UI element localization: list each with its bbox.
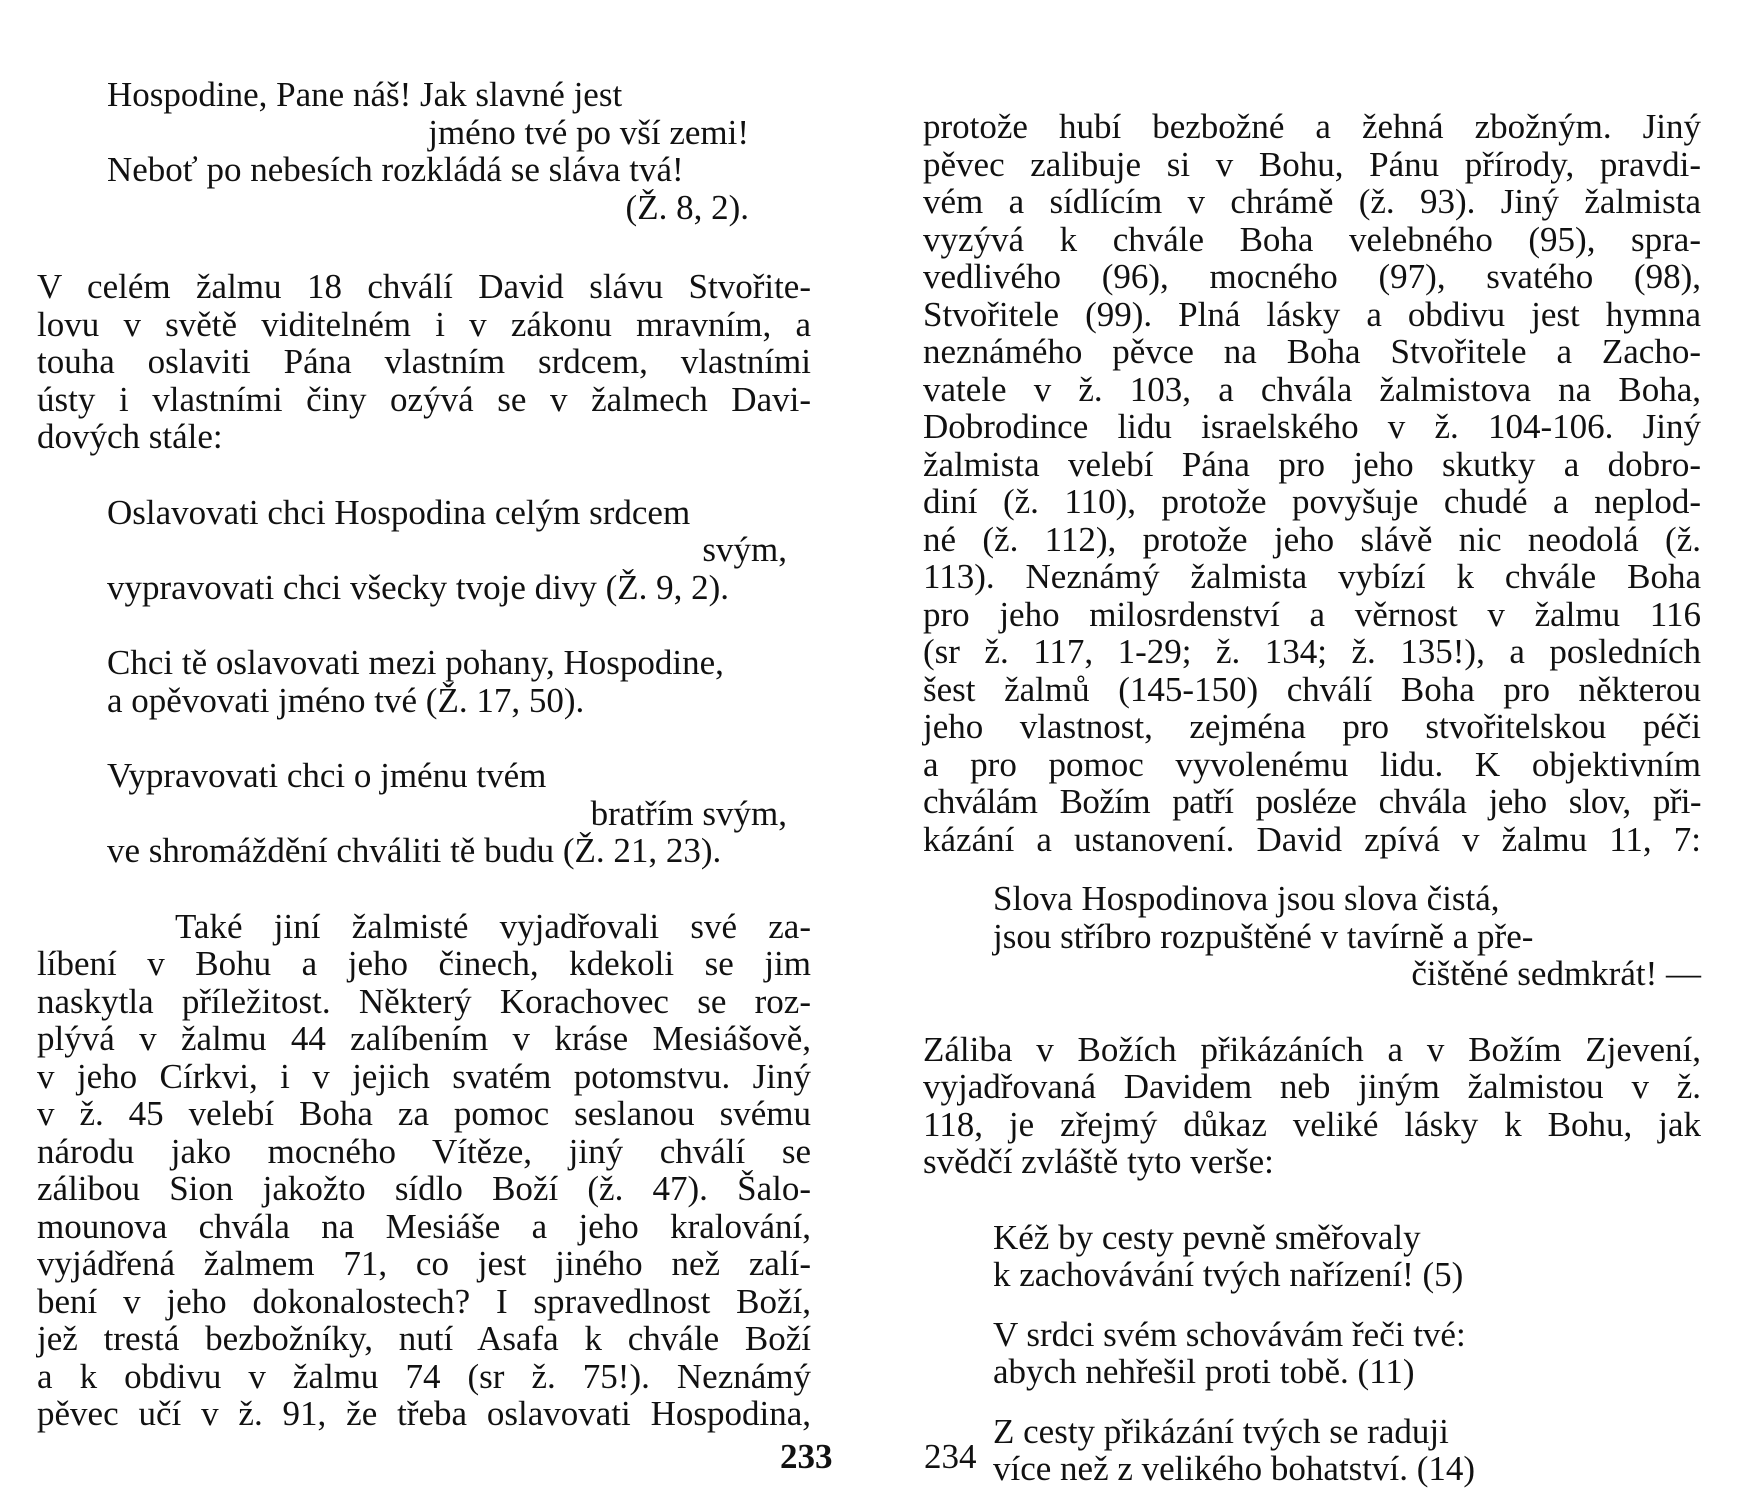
paragraph-line: žalmista velebí Pána pro jeho skutky a dobro-: [923, 444, 1701, 484]
verse-line: jsou stříbro rozpuštěné v tavírně a pře-: [993, 916, 1534, 956]
page-number: 233: [780, 1437, 833, 1476]
paragraph-line: touha oslaviti Pána vlastním srdcem, vlastními: [37, 342, 811, 381]
paragraph-line: Dobrodince lidu israelského v ž. 104-106. Jiný: [923, 407, 1701, 446]
verse-block: [923, 1413, 1713, 1488]
paragraph-line: (sr ž. 117, 1-29; ž. 134; ž. 135!), a posledních: [923, 632, 1701, 671]
right-text-column: [923, 108, 1713, 1488]
paragraph-line: chválám Božím patří posléze chvála jeho slov, při-: [923, 782, 1701, 821]
paragraph-line: v jeho Církvi, i v jejich svatém potomstvu. Jiný: [37, 1056, 811, 1096]
verse-line: více než z velikého bohatství. (14): [993, 1449, 1476, 1488]
paragraph-line: jež trestá bezbožníky, nutí Asafa k chvále Boží: [37, 1319, 811, 1358]
paragraph-line: a pro pomoc vyvolenému lidu. K objektivním: [923, 744, 1701, 784]
paragraph-line: 118, je zřejmý důkaz veliké lásky k Bohu, jak: [923, 1104, 1701, 1144]
paragraph-line: vém a sídlícím v chrámě (ž. 93). Jiný žalmista: [923, 182, 1701, 221]
verse-line: jméno tvé po vší zemi!: [428, 112, 749, 152]
verse-block: [37, 757, 847, 870]
verse-line: svým,: [702, 530, 787, 569]
paragraph: [923, 1031, 1701, 1181]
verse-line: V srdci svém schovávám řeči tvé:: [993, 1314, 1466, 1354]
paragraph-line: pro jeho milosrdenství a věrnost v žalmu 116: [923, 594, 1701, 634]
paragraph-line: naskytla příležitost. Některý Korachovec se roz-: [37, 981, 811, 1021]
verse-line: Hospodine, Pane náš! Jak slavné jest: [107, 75, 623, 114]
verse-block: [37, 494, 847, 607]
verse-line: Z cesty přikázání tvých se raduji: [993, 1411, 1449, 1451]
paragraph-line: dových stále:: [37, 417, 223, 456]
paragraph-line: a k obdivu v žalmu 74 (sr ž. 75!). Neznámý: [37, 1356, 811, 1396]
paragraph-line: v ž. 45 velebí Boha za pomoc seslanou svému: [37, 1094, 811, 1133]
paragraph: [923, 108, 1701, 858]
paragraph-line: vyzývá k chvále Boha velebného (95), spra-: [923, 219, 1701, 259]
paragraph-line: Také jiní žalmisté vyjadřovali své za-: [175, 906, 811, 946]
paragraph-line: Stvořitele (99). Plná lásky a obdivu jest hymna: [923, 294, 1701, 334]
verse-line: abych nehřešil proti tobě. (11): [993, 1352, 1415, 1391]
verse-line: bratřím svým,: [590, 793, 787, 833]
paragraph-line: vedlivého (96), mocného (97), svatého (98),: [923, 257, 1701, 296]
paragraph-line: Záliba v Božích přikázáních a v Božím Zjevení,: [923, 1029, 1701, 1069]
paragraph-line: plývá v žalmu 44 zalíbením v kráse Mesiášově,: [37, 1019, 811, 1058]
left-text-column: [37, 76, 847, 1433]
verse-line: Neboť po nebesích rozkládá se sláva tvá!: [107, 150, 684, 189]
paragraph-line: mounova chvála na Mesiáše a jeho kralování,: [37, 1206, 811, 1246]
verse-block: [923, 880, 1701, 993]
paragraph-line: protože hubí bezbožné a žehná zbožným. Jiný: [923, 107, 1701, 146]
paragraph-line: ústy i vlastními činy ozývá se v žalmech Davi-: [37, 379, 811, 419]
paragraph: [37, 908, 811, 1433]
verse-line: Slova Hospodinova jsou slova čistá,: [993, 879, 1500, 918]
paragraph-line: diní (ž. 110), protože povyšuje chudé a neplod-: [923, 482, 1701, 521]
page-number: 234: [924, 1437, 977, 1476]
paragraph-line: národu jako mocného Vítěze, jiný chválí se: [37, 1131, 811, 1171]
paragraph-line: pěvec učí v ž. 91, že třeba oslavovati Hospodina,: [37, 1394, 811, 1433]
verse-block: [37, 76, 847, 226]
verse-line: a opěvovati jméno tvé (Ž. 17, 50).: [107, 680, 585, 720]
paragraph-line: zálibou Sion jakožto sídlo Boží (ž. 47). Šalo-: [37, 1169, 811, 1208]
paragraph-line: svědčí zvláště tyto verše:: [923, 1142, 1274, 1181]
paragraph-line: šest žalmů (145-150) chválí Boha pro některou: [923, 669, 1701, 709]
paragraph-line: né (ž. 112), protože jeho slávě nic neodolá (ž.: [923, 519, 1701, 559]
verse-line: Kéž by cesty pevně směřovaly: [993, 1217, 1421, 1257]
verse-line: Chci tě oslavovati mezi pohany, Hospodine,: [107, 643, 724, 682]
paragraph-line: bení v jeho dokonalostech? I spravedlnost Boží,: [37, 1281, 811, 1321]
paragraph-line: vatele v ž. 103, a chvála žalmistova na Boha,: [923, 369, 1701, 409]
paragraph-line: kázání a ustanovení. David zpívá v žalmu 11, 7:: [923, 819, 1701, 859]
paragraph-line: vyjadřovaná Davidem neb jiným žalmistou v ž.: [923, 1067, 1701, 1106]
paragraph-line: V celém žalmu 18 chválí David slávu Stvořite-: [37, 267, 811, 306]
verse-line: ve shromáždění chváliti tě budu (Ž. 21, 23).: [107, 831, 722, 870]
verse-block: [923, 1316, 1713, 1391]
right-page: [871, 0, 1742, 1500]
verse-line: Oslavovati chci Hospodina celým srdcem: [107, 492, 691, 532]
verse-block: [37, 644, 847, 719]
paragraph: [37, 268, 811, 456]
paragraph-line: pěvec zalibuje si v Bohu, Pánu přírody, pravdi-: [923, 144, 1701, 184]
verse-line: Vypravovati chci o jménu tvém: [107, 756, 547, 795]
verse-line: čištěné sedmkrát! —: [1411, 954, 1701, 993]
verse-line: k zachovávání tvých nařízení! (5): [993, 1255, 1464, 1294]
paragraph-line: vyjádřená žalmem 71, co jest jiného než zalí-: [37, 1244, 811, 1283]
paragraph-line: lovu v světě viditelném i v zákonu mravním, a: [37, 304, 811, 344]
paragraph-line: jeho vlastnost, zejména pro stvořitelskou péči: [923, 707, 1701, 746]
verse-line: vypravovati chci všecky tvoje divy (Ž. 9, 2).: [107, 567, 730, 607]
verse-block: [923, 1219, 1713, 1294]
paragraph-line: líbení v Bohu a jeho činech, kdekoli se jim: [37, 944, 811, 983]
paragraph-line: 113). Neznámý žalmista vybízí k chvále Boha: [923, 557, 1701, 596]
verse-line: (Ž. 8, 2).: [625, 187, 749, 227]
paragraph-line: neznámého pěvce na Boha Stvořitele a Zacho-: [923, 332, 1701, 371]
